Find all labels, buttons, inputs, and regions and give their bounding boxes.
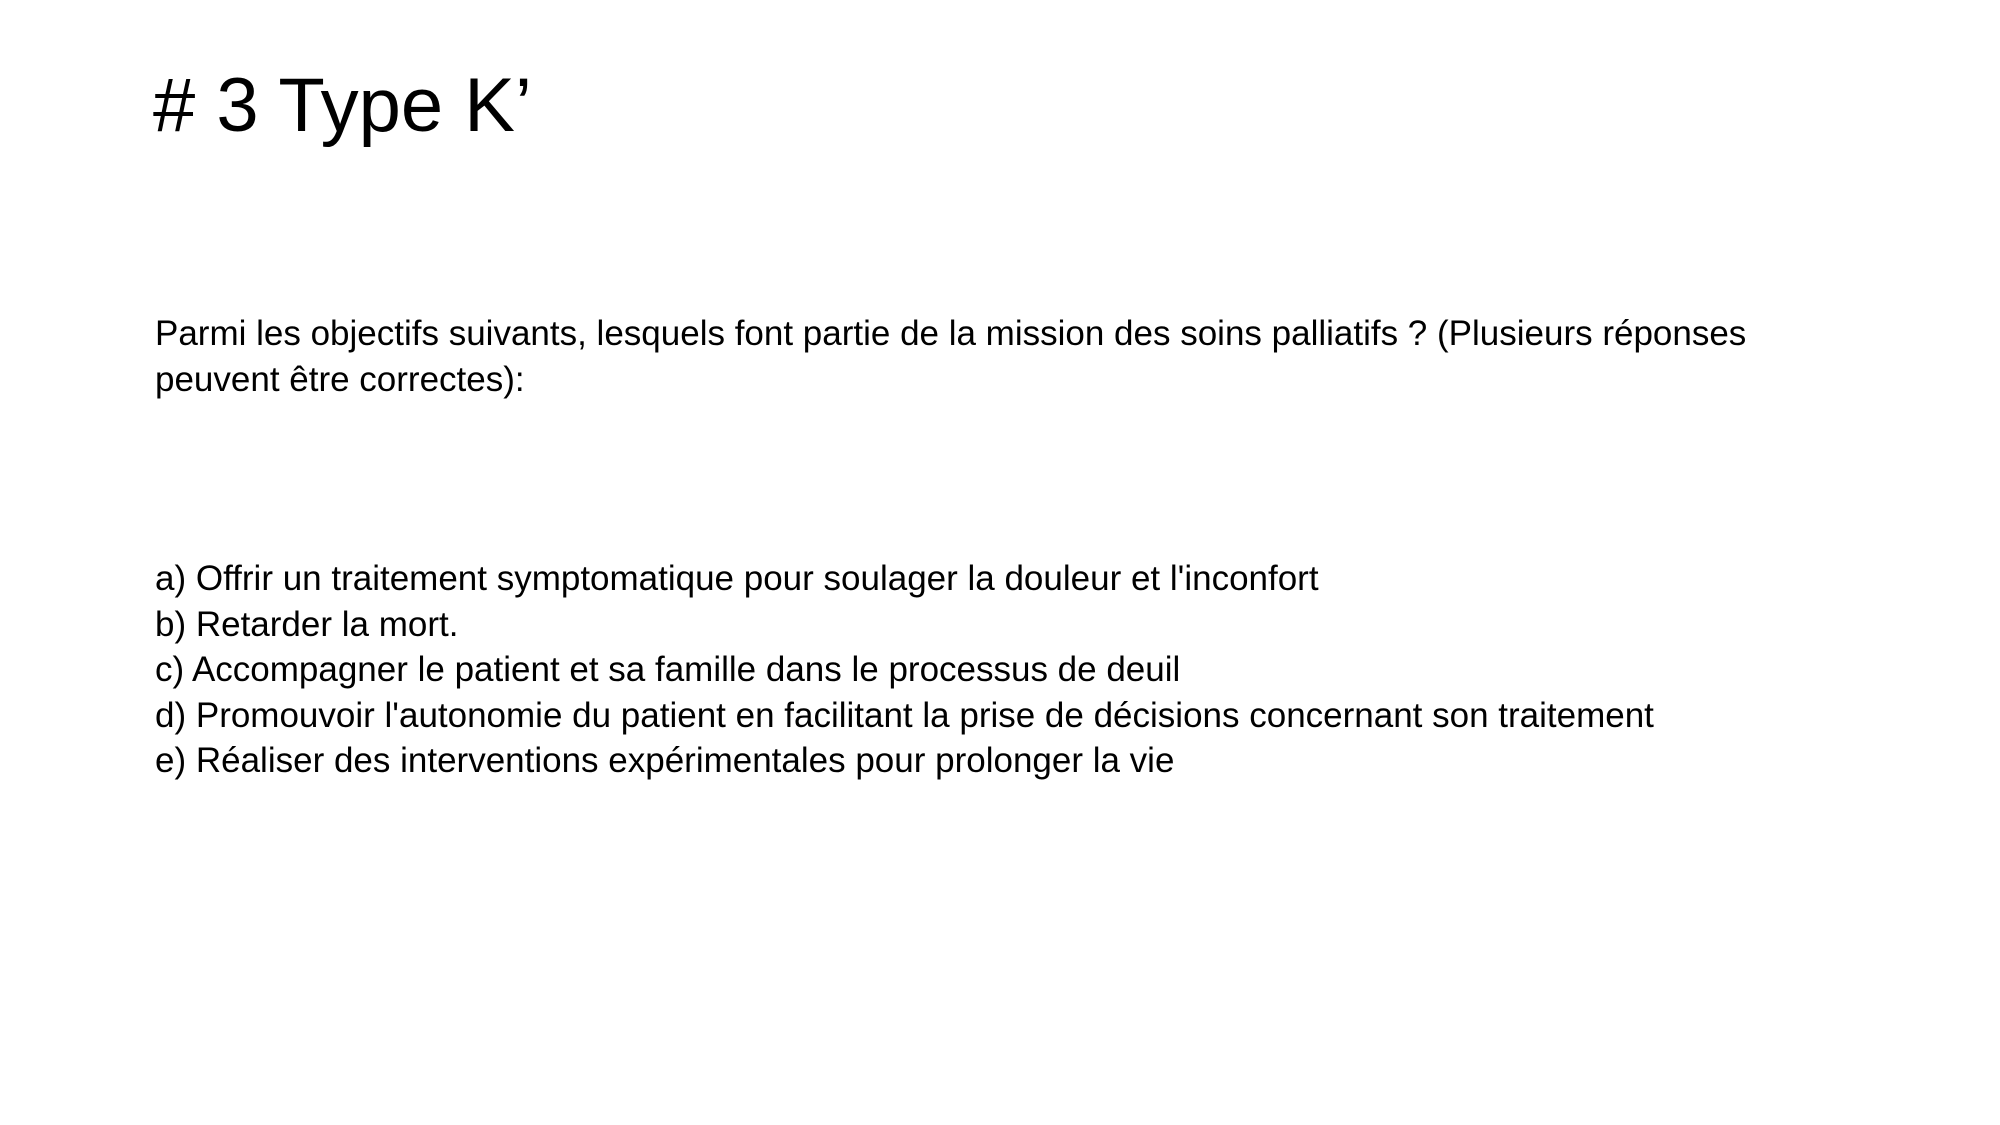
option-e: e) Réaliser des interventions expérimentales pour prolonger la vie xyxy=(155,741,1175,780)
answer-options-list xyxy=(155,556,1654,784)
question-text: Parmi les objectifs suivants, lesquels font partie de la mission des soins palliatifs ? (Plusieurs réponses peuvent être correctes): xyxy=(155,314,1747,399)
slide-title: # 3 Type K’ xyxy=(153,63,532,148)
option-a: a) Offrir un traitement symptomatique pour soulager la douleur et l'inconfort xyxy=(155,559,1319,598)
option-d: d) Promouvoir l'autonomie du patient en facilitant la prise de décisions concernant son traitement xyxy=(155,695,1654,735)
option-b: b) Retarder la mort. xyxy=(155,604,459,644)
option-c: c) Accompagner le patient et sa famille dans le processus de deuil xyxy=(155,650,1181,689)
